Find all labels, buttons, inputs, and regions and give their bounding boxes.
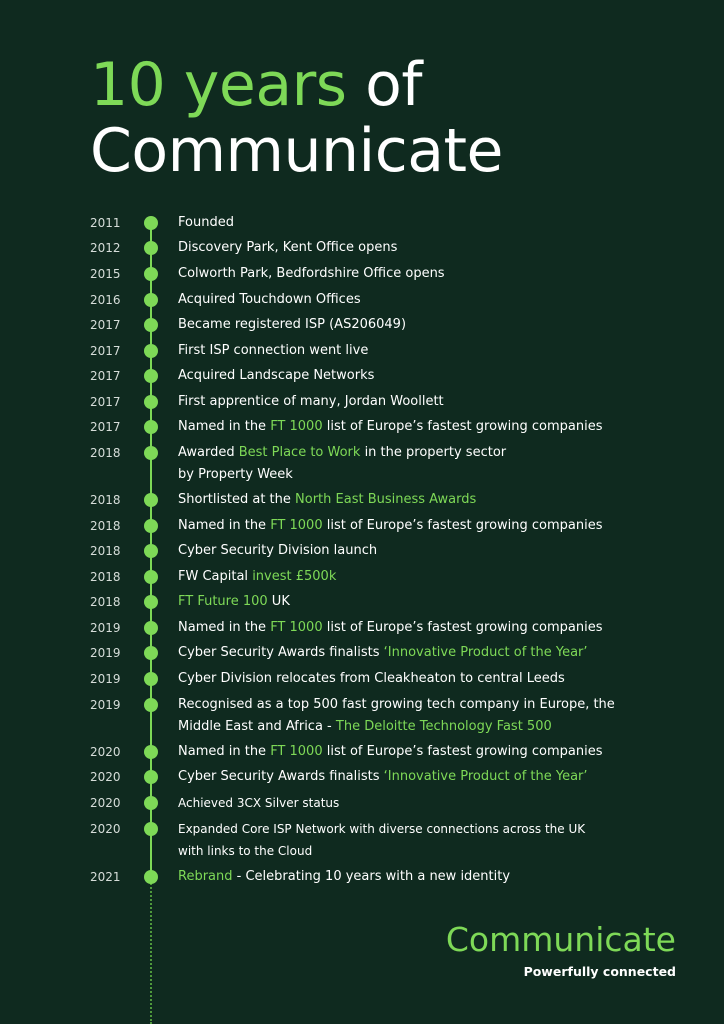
event-highlight: Best Place to Work	[238, 445, 361, 460]
timeline-dot	[144, 870, 158, 884]
timeline-dot	[144, 267, 158, 281]
event-text: Achieved 3CX Silver status	[178, 796, 340, 810]
timeline-year: 2020	[90, 796, 121, 810]
event-text: list of Europe’s fastest growing companies	[322, 620, 603, 635]
event-text: Cyber Security Division launch	[178, 543, 378, 558]
title-accent: 10 years	[90, 50, 347, 120]
event-highlight: ‘Innovative Product of the Year’	[383, 769, 588, 784]
timeline-event	[178, 694, 618, 738]
event-text: First apprentice of many, Jordan Woollett	[178, 394, 444, 409]
event-text: Colworth Park, Bedfordshire Office opens	[178, 266, 445, 281]
timeline-year: 2017	[90, 395, 121, 409]
timeline-event	[178, 642, 618, 664]
timeline-dot	[144, 698, 158, 712]
timeline-year: 2020	[90, 770, 121, 784]
timeline-dot	[144, 544, 158, 558]
timeline-dot	[144, 745, 158, 759]
timeline-dot	[144, 344, 158, 358]
timeline-event	[178, 540, 618, 562]
event-text: FW Capital	[178, 569, 253, 584]
event-highlight: FT 1000	[270, 620, 323, 635]
timeline-dot	[144, 369, 158, 383]
timeline-event	[178, 668, 618, 690]
timeline-year: 2020	[90, 822, 121, 836]
timeline-event	[178, 442, 618, 486]
timeline-year: 2019	[90, 621, 121, 635]
event-highlight: ‘Innovative Product of the Year’	[383, 645, 588, 660]
event-text: list of Europe’s fastest growing companies	[322, 518, 603, 533]
timeline-line-dotted	[150, 880, 152, 1024]
timeline-dot	[144, 672, 158, 686]
timeline-dot	[144, 570, 158, 584]
timeline-event	[178, 489, 618, 511]
event-text: by Property Week	[178, 467, 293, 482]
timeline-event	[178, 866, 618, 888]
timeline-year: 2019	[90, 646, 121, 660]
event-highlight: North East Business Awards	[295, 492, 477, 507]
brand-block	[446, 920, 676, 979]
timeline-dot	[144, 395, 158, 409]
event-text: Cyber Security Awards finalists	[178, 645, 384, 660]
timeline-event	[178, 340, 618, 362]
timeline-event	[178, 566, 618, 588]
event-text: in the property sector	[360, 445, 507, 460]
timeline-year: 2017	[90, 318, 121, 332]
timeline-dot	[144, 770, 158, 784]
event-highlight: FT 1000	[270, 518, 323, 533]
event-text: Middle East and Africa -	[178, 719, 336, 734]
timeline-event	[178, 591, 618, 613]
event-highlight: FT 1000	[270, 744, 323, 759]
timeline-dot	[144, 646, 158, 660]
brand-tagline: Powerfully connected	[523, 964, 676, 979]
timeline-dot	[144, 519, 158, 533]
timeline-dot	[144, 822, 158, 836]
event-text: list of Europe’s fastest growing companies	[322, 744, 603, 759]
timeline-year: 2021	[90, 870, 121, 884]
event-text: Became registered ISP (AS206049)	[178, 317, 407, 332]
timeline-year: 2012	[90, 241, 121, 255]
timeline-dot	[144, 293, 158, 307]
event-text: First ISP connection went live	[178, 343, 369, 358]
event-highlight: The Deloitte Technology Fast 500	[335, 719, 552, 734]
timeline-dot	[144, 595, 158, 609]
event-text: Named in the	[178, 419, 271, 434]
event-text: Awarded	[178, 445, 239, 460]
timeline-event	[178, 416, 618, 438]
event-text: Named in the	[178, 518, 271, 533]
event-text: Founded	[178, 215, 234, 230]
timeline-event	[178, 263, 618, 285]
timeline-event	[178, 766, 618, 788]
timeline-year: 2017	[90, 420, 121, 434]
timeline-year: 2018	[90, 493, 121, 507]
event-text: UK	[267, 594, 290, 609]
timeline-year: 2019	[90, 672, 121, 686]
timeline-year: 2017	[90, 369, 121, 383]
event-text: with links to the Cloud	[178, 844, 313, 858]
event-text: Expanded Core ISP Network with diverse connections across the UK	[178, 822, 586, 836]
timeline-dot	[144, 796, 158, 810]
event-highlight: Rebrand	[178, 869, 233, 884]
event-text: - Celebrating 10 years with a new identity	[232, 869, 511, 884]
timeline-year: 2011	[90, 216, 121, 230]
timeline-year: 2015	[90, 267, 121, 281]
event-text: Named in the	[178, 744, 271, 759]
event-highlight: invest £500k	[252, 569, 337, 584]
timeline-dot	[144, 216, 158, 230]
timeline-event	[178, 792, 618, 814]
timeline-year: 2018	[90, 595, 121, 609]
brand-logo: Communicate	[445, 920, 676, 959]
timeline-event	[178, 741, 618, 763]
timeline-dot	[144, 493, 158, 507]
timeline-event	[178, 365, 618, 387]
timeline-year: 2016	[90, 293, 121, 307]
event-highlight: FT Future 100	[178, 594, 268, 609]
event-text: list of Europe’s fastest growing companies	[322, 419, 603, 434]
timeline-year: 2020	[90, 745, 121, 759]
event-text: Cyber Security Awards finalists	[178, 769, 384, 784]
timeline-dot	[144, 420, 158, 434]
timeline-year: 2019	[90, 698, 121, 712]
event-text: Cyber Division relocates from Cleakheaton to central Leeds	[178, 671, 565, 686]
event-text: Recognised as a top 500 fast growing tech company in Europe, the	[178, 697, 615, 712]
timeline-dot	[144, 446, 158, 460]
timeline-event	[178, 212, 618, 234]
timeline-dot	[144, 241, 158, 255]
timeline-event	[178, 314, 618, 336]
timeline-event	[178, 237, 618, 259]
timeline-year: 2018	[90, 446, 121, 460]
timeline-dot	[144, 318, 158, 332]
event-text: Acquired Landscape Networks	[178, 368, 375, 383]
event-highlight: FT 1000	[270, 419, 323, 434]
event-text: Discovery Park, Kent Office opens	[178, 240, 398, 255]
timeline-dot	[144, 621, 158, 635]
timeline-year: 2018	[90, 519, 121, 533]
event-text: Shortlisted at the	[178, 492, 296, 507]
title-line2: Communicate	[90, 116, 503, 186]
title-rest: of	[346, 50, 422, 120]
timeline-year: 2017	[90, 344, 121, 358]
timeline-event	[178, 617, 618, 639]
event-text: Named in the	[178, 620, 271, 635]
timeline-event	[178, 391, 618, 413]
timeline-event	[178, 818, 618, 862]
timeline-event	[178, 515, 618, 537]
timeline-year: 2018	[90, 544, 121, 558]
timeline-event	[178, 289, 618, 311]
timeline-year: 2018	[90, 570, 121, 584]
event-text: Acquired Touchdown Offices	[178, 292, 361, 307]
